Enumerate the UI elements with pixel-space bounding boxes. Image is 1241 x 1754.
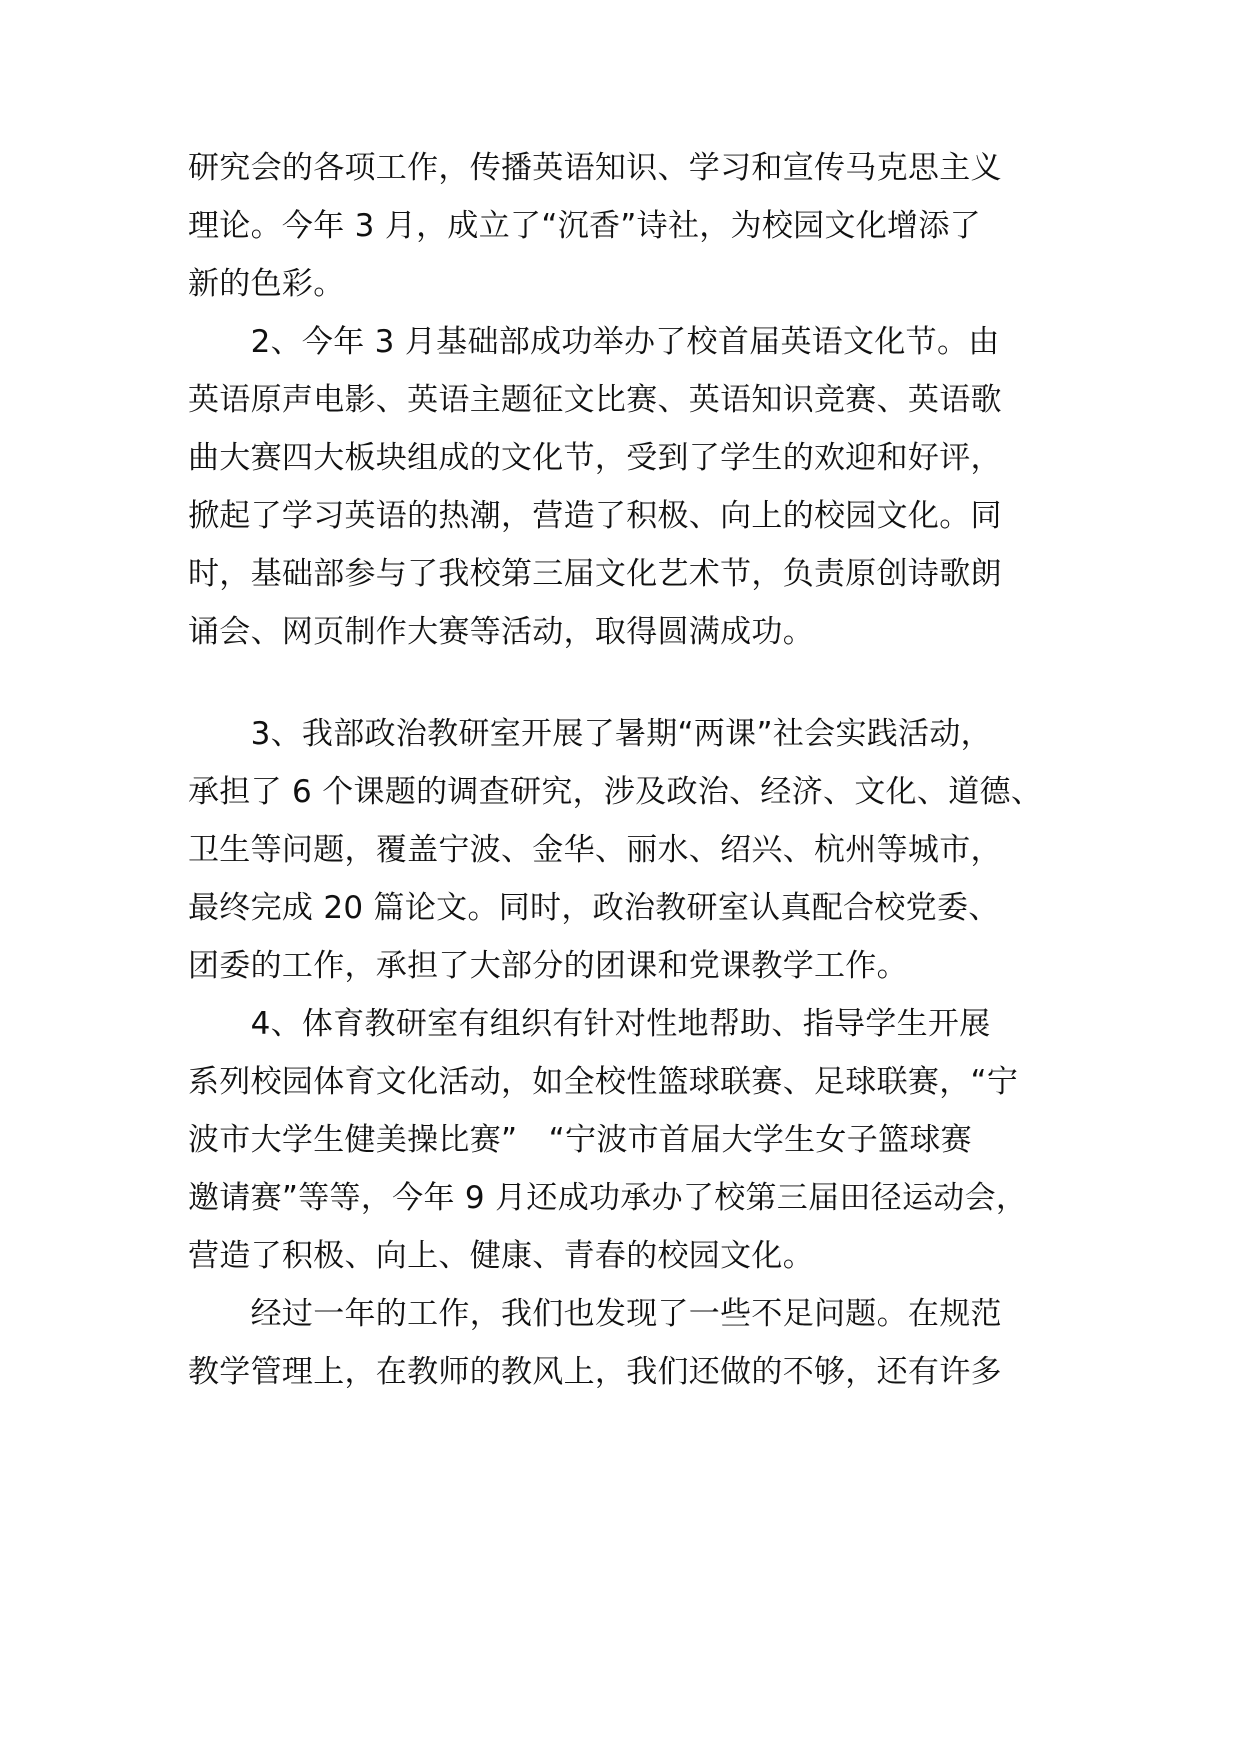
text-line: 时，基础部参与了我校第三届文化艺术节，负责原创诗歌朗 xyxy=(188,556,1002,592)
text-line: 邀请赛”等等，今年 9 月还成功承办了校第三届田径运动会， xyxy=(188,1180,1028,1216)
text-line: 营造了积极、向上、健康、青春的校园文化。 xyxy=(188,1238,814,1274)
text-line: 3、我部政治教研室开展了暑期“两课”社会实践活动， xyxy=(188,716,992,752)
text-line: 研究会的各项工作，传播英语知识、学习和宣传马克思主义 xyxy=(188,150,1002,186)
text-line: 承担了 6 个课题的调查研究，涉及政治、经济、文化、道德、 xyxy=(188,774,1043,810)
text-line: 团委的工作，承担了大部分的团课和党课教学工作。 xyxy=(188,948,908,984)
text-line: 2、今年 3 月基础部成功举办了校首届英语文化节。由 xyxy=(188,324,1000,360)
text-line: 4、体育教研室有组织有针对性地帮助、指导学生开展 xyxy=(188,1006,991,1042)
text-line: 掀起了学习英语的热潮，营造了积极、向上的校园文化。同 xyxy=(188,498,1002,534)
text-line: 理论。今年 3 月，成立了“沉香”诗社，为校园文化增添了 xyxy=(188,208,981,244)
text-line: 经过一年的工作，我们也发现了一些不足问题。在规范 xyxy=(188,1296,1002,1332)
text-line: 卫生等问题，覆盖宁波、金华、丽水、绍兴、杭州等城市， xyxy=(188,832,1002,868)
text-line: 曲大赛四大板块组成的文化节，受到了学生的欢迎和好评， xyxy=(188,440,1002,476)
text-line: 诵会、网页制作大赛等活动，取得圆满成功。 xyxy=(188,614,814,650)
text-line: 系列校园体育文化活动，如全校性篮球联赛、足球联赛，“宁 xyxy=(188,1064,1019,1100)
text-line: 英语原声电影、英语主题征文比赛、英语知识竞赛、英语歌 xyxy=(188,382,1002,418)
text-line: 最终完成 20 篇论文。同时，政治教研室认真配合校党委、 xyxy=(188,890,1000,926)
text-line: 新的色彩。 xyxy=(188,266,345,302)
text-line: 教学管理上，在教师的教风上，我们还做的不够，还有许多 xyxy=(188,1354,1002,1390)
text-line: 波市大学生健美操比赛” “宁波市首届大学生女子篮球赛 xyxy=(188,1122,972,1158)
